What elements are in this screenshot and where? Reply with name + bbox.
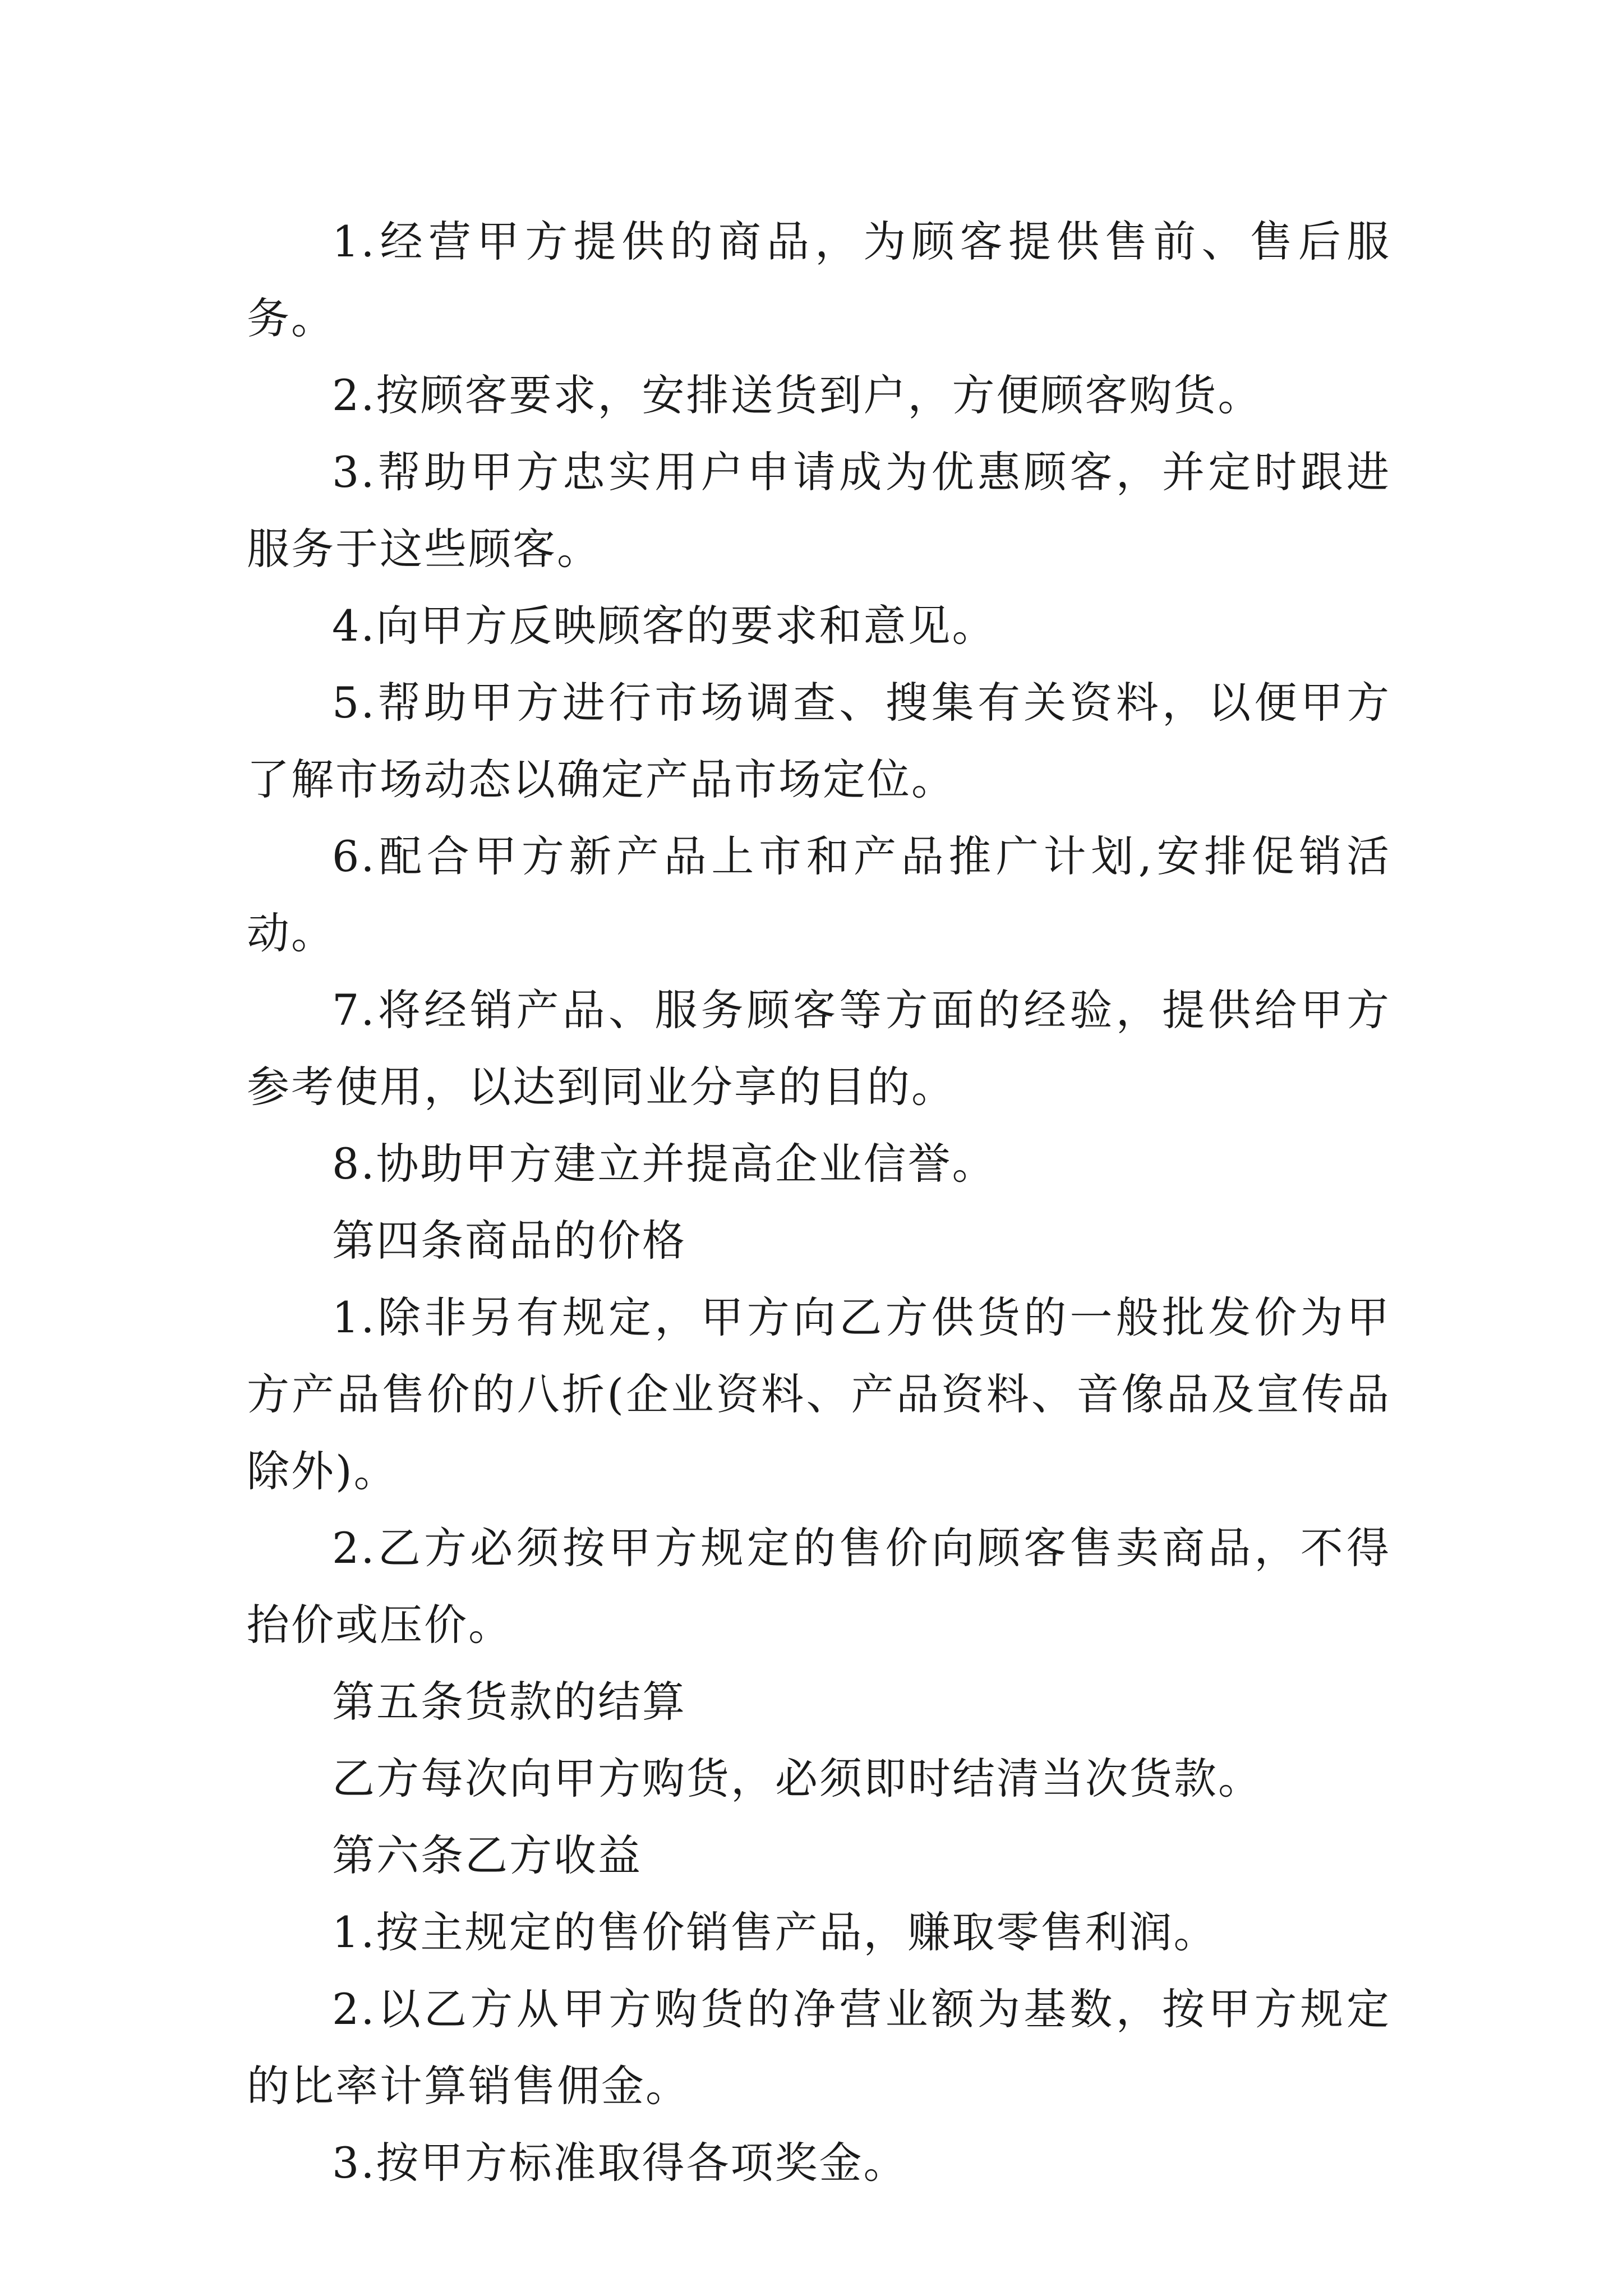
duty-item-7: 7.将经销产品、服务顾客等方面的经验，提供给甲方参考使用，以达到同业分享的目的。 [247, 985, 1391, 1112]
document-body [247, 203, 1391, 2201]
price-item-2: 2.乙方必须按甲方规定的售价向顾客售卖商品，不得抬价或压价。 [247, 1523, 1391, 1650]
duty-item-4: 4.向甲方反映顾客的要求和意见。 [332, 601, 997, 651]
income-item-1: 1.按主规定的售价销售产品，赚取零售利润。 [332, 1907, 1218, 1957]
income-item-2: 2.以乙方从甲方购货的净营业额为基数，按甲方规定的比率计算销售佣金。 [247, 1984, 1391, 2111]
article-6-heading: 第六条乙方收益 [332, 1830, 642, 1880]
settlement-text: 乙方每次向甲方购货，必须即时结清当次货款。 [332, 1754, 1262, 1803]
duty-item-5: 5.帮助甲方进行市场调查、搜集有关资料，以便甲方了解市场动态以确定产品市场定位。 [247, 678, 1391, 804]
duty-item-6: 6.配合甲方新产品上市和产品推广计划,安排促销活动。 [247, 831, 1391, 958]
duty-item-1: 1.经营甲方提供的商品，为顾客提供售前、售后服务。 [247, 217, 1391, 343]
duty-item-3: 3.帮助甲方忠实用户申请成为优惠顾客，并定时跟进服务于这些顾客。 [247, 447, 1391, 574]
article-4-heading: 第四条商品的价格 [332, 1216, 686, 1266]
article-5-heading: 第五条货款的结算 [332, 1677, 686, 1727]
duty-item-2: 2.按顾客要求，安排送货到户，方便顾客购货。 [332, 370, 1262, 420]
income-item-3: 3.按甲方标准取得各项奖金。 [332, 2138, 908, 2188]
price-item-1: 1.除非另有规定，甲方向乙方供货的一般批发价为甲方产品售价的八折(企业资料、产品资料、音像品及宣传品除外)。 [247, 1292, 1391, 1496]
duty-item-8: 8.协助甲方建立并提高企业信誉。 [332, 1139, 997, 1189]
